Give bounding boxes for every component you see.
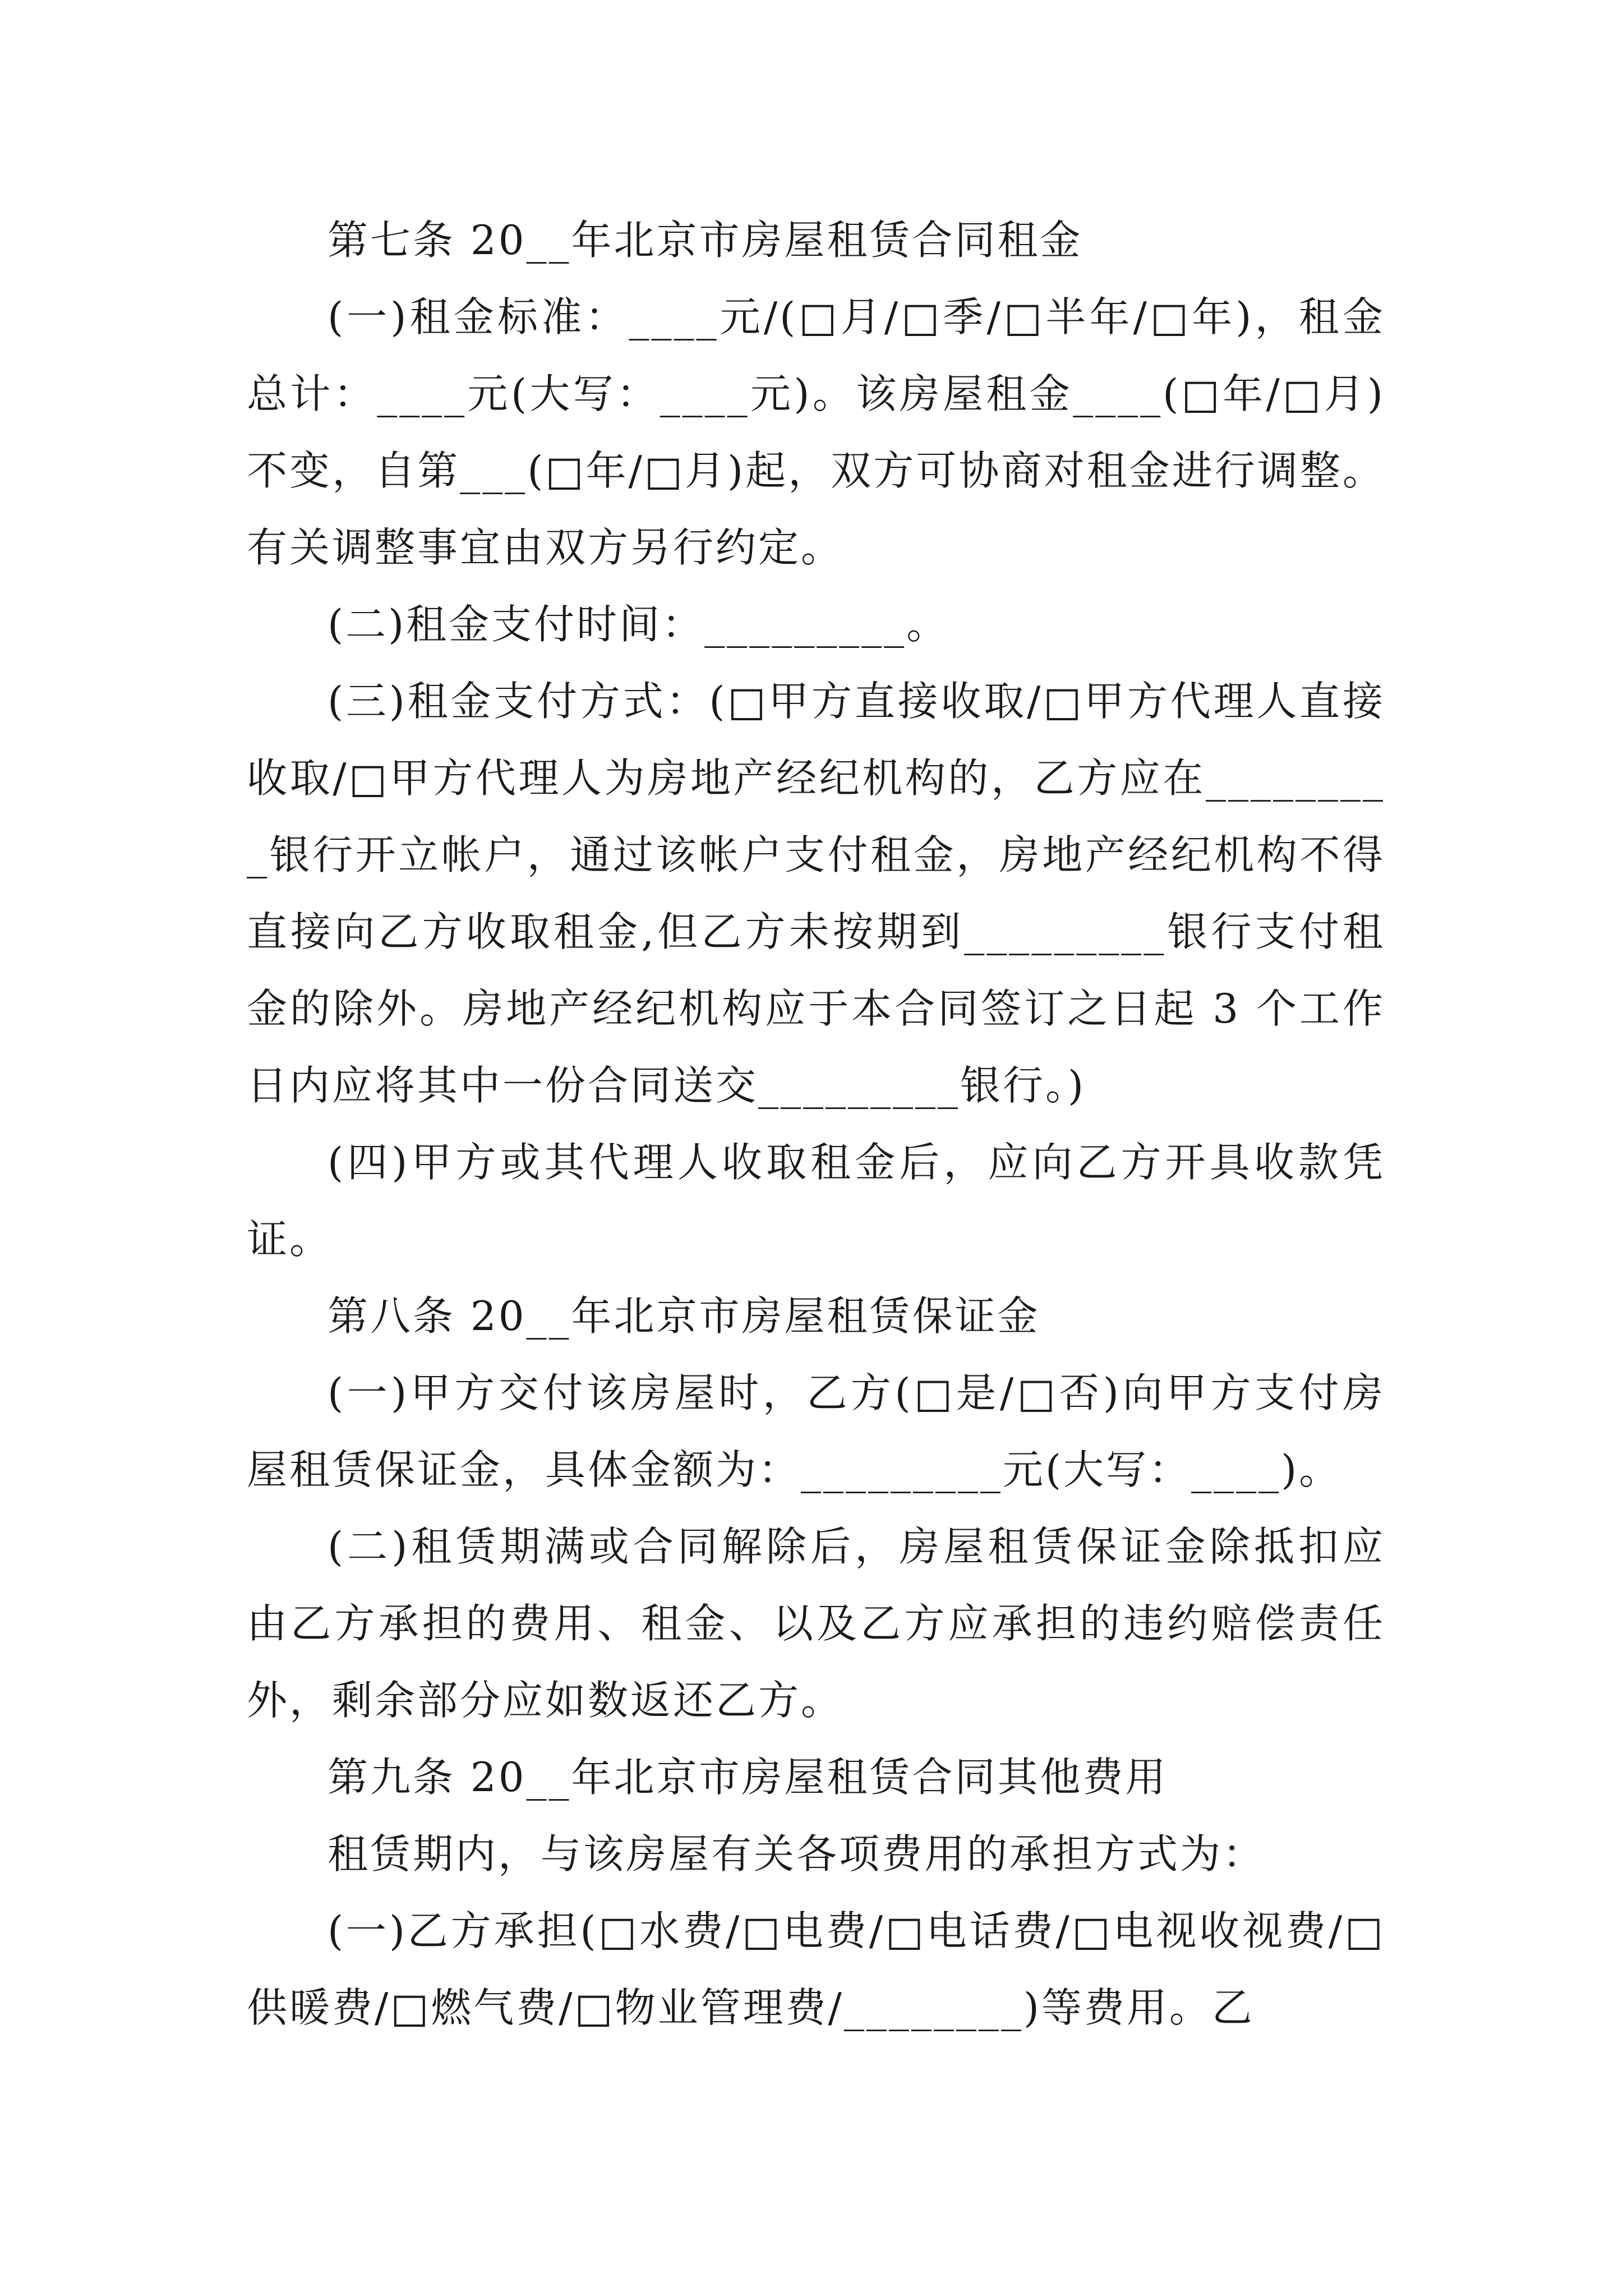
article-8-clause-1: (一)甲方交付该房屋时，乙方(□是/□否)向甲方支付房屋租赁保证金，具体金额为：_________元(大写：____)。 bbox=[247, 1369, 1385, 1493]
article-7-heading: 第七条 20__年北京市房屋租赁合同租金 bbox=[328, 217, 1083, 264]
article-9-intro: 租赁期内，与该房屋有关各项费用的承担方式为： bbox=[328, 1830, 1266, 1878]
article-7-clause-3: (三)租金支付方式：(□甲方直接收取/□甲方代理人直接收取/□甲方代理人为房地产经纪机构的，乙方应在_________银行开立帐户，通过该帐户支付租金，房地产经纪机构不得直接向乙方收取租金,但乙方未按期到_________银行支付租金的除外。房地产经纪机构应于本合同签订之日起 3 个工作日内应将其中一份合同送交_________银行。) bbox=[247, 678, 1385, 1109]
document-body bbox=[247, 202, 1385, 2046]
article-7-clause-2: (二)租金支付时间：_________。 bbox=[328, 601, 949, 648]
article-8-clause-2: (二)租赁期满或合同解除后，房屋租赁保证金除抵扣应由乙方承担的费用、租金、以及乙方应承担的违约赔偿责任外，剩余部分应如数返还乙方。 bbox=[247, 1523, 1385, 1724]
article-9-clause-1: (一)乙方承担(□水费/□电费/□电话费/□电视收视费/□供暖费/□燃气费/□物业管理费/________)等费用。乙 bbox=[247, 1907, 1385, 2031]
article-9-heading: 第九条 20__年北京市房屋租赁合同其他费用 bbox=[328, 1754, 1168, 1801]
article-8-heading: 第八条 20__年北京市房屋租赁保证金 bbox=[328, 1292, 1040, 1340]
article-7-clause-4: (四)甲方或其代理人收取租金后，应向乙方开具收款凭证。 bbox=[247, 1139, 1385, 1263]
article-7-clause-1: (一)租金标准：____元/(□月/□季/□半年/□年)，租金总计：____元(大写：____元)。该房屋租金____(□年/□月)不变，自第___(□年/□月)起，双方可协商对租金进行调整。有关调整事宜由双方另行约定。 bbox=[247, 293, 1385, 571]
